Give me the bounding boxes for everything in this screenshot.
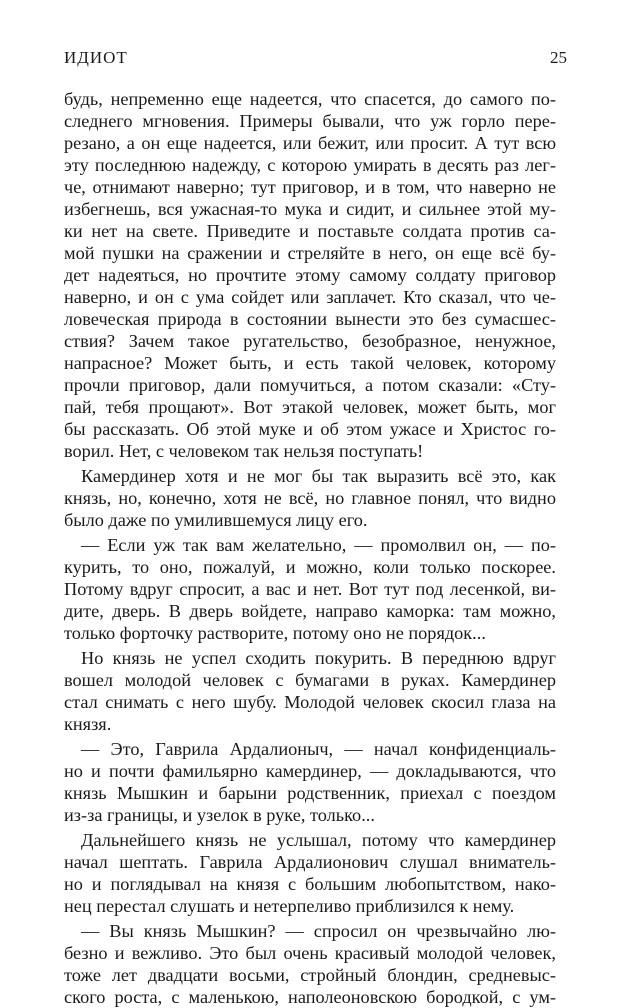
text-line: ворил. Нет, с человеком так нельзя поступать! xyxy=(64,441,424,461)
text-line: ки нет на свете. Приведите и поставьте солдата против са- xyxy=(64,221,556,241)
text-line: тоже лет двадцати восьми, стройный блондин, средневыс- xyxy=(64,965,556,985)
text-line: стал снимать с него шубу. Молодой человек скосил глаза на xyxy=(64,692,556,712)
text-line: дите, дверь. В дверь войдете, направо каморка: там можно, xyxy=(64,601,556,621)
text-line: начал шептать. Гаврила Ардалионович слушал вниматель- xyxy=(64,852,556,872)
text-line: пай, тебя прощают». Вот этакой человек, может быть, мог xyxy=(64,397,556,417)
text-line: вошел молодой человек с бумагами в руках. Камердинер xyxy=(64,670,556,690)
running-header xyxy=(64,48,567,68)
text-line: из-за границы, и узелок в руке, только... xyxy=(64,805,375,825)
text-line: Камердинер хотя и не мог бы так выразить всё это, как xyxy=(81,466,556,486)
text-line: только форточку растворите, потому оно не порядок... xyxy=(64,623,486,643)
text-line: было даже по умилившемуся лицу его. xyxy=(64,510,368,530)
text-line: ловеческая природа в состоянии вынести это без сумасшес- xyxy=(64,309,556,329)
text-line: дет надеяться, но прочтите этому самому солдату приговор xyxy=(64,265,556,285)
text-line: князя. xyxy=(64,714,112,734)
page-number: 25 xyxy=(550,48,567,67)
text-line: безно и вежливо. Это был очень красивый молодой человек, xyxy=(64,943,556,963)
text-line: князь, но, конечно, хотя не всё, но главное понял, что видно xyxy=(64,488,556,508)
running-title: ИДИОТ xyxy=(64,48,128,67)
text-line: че, отнимают наверно; тут приговор, и в том, что наверно не xyxy=(64,177,556,197)
text-line: резано, а он еще надеется, или бежит, или просит. А тут всю xyxy=(64,133,556,153)
text-line: курить, то оно, пожалуй, и можно, коли только поскорее. xyxy=(64,557,556,577)
text-line: Потому вдруг спросит, а вас и нет. Вот тут под лесенкой, ви- xyxy=(64,579,556,599)
text-line: мой пушки на сражении и стреляйте в него, он еще всё бу- xyxy=(64,243,556,263)
text-line: — Это, Гаврила Ардалионыч, — начал конфиденциаль- xyxy=(81,739,556,759)
text-line: избегнешь, вся ужасная-то мука и сидит, и сильнее этой му- xyxy=(64,199,556,219)
body-text xyxy=(64,88,556,1008)
text-line: — Вы князь Мышкин? — спросил он чрезвычайно лю- xyxy=(81,921,556,941)
text-line: напрасное? Может быть, и есть такой человек, которому xyxy=(64,353,556,373)
text-line: — Если уж так вам желательно, — промолвил он, — по- xyxy=(81,535,556,555)
text-line: князь Мышкин и барыни родственник, приехал с поездом xyxy=(64,783,556,803)
text-line: но и поглядывал на князя с большим любопытством, нако- xyxy=(64,874,556,894)
text-line: прочли приговор, дали помучиться, а потом сказали: «Сту- xyxy=(64,375,556,395)
text-line: нец перестал слушать и нетерпеливо приблизился к нему. xyxy=(64,896,515,916)
text-line: эту последнюю надежду, с которою умирать в десять раз лег- xyxy=(64,155,556,175)
text-line: ствия? Зачем такое ругательство, безобразное, ненужное, xyxy=(64,331,556,351)
text-line: наверно, и он с ума сойдет или заплачет. Кто сказал, что че- xyxy=(64,287,556,307)
text-line: Но князь не успел сходить покурить. В переднюю вдруг xyxy=(81,648,556,668)
text-line: бы рассказать. Об этой муке и об этом ужасе и Христос го- xyxy=(64,419,556,439)
text-line: Дальнейшего князь не услышал, потому что камердинер xyxy=(81,830,556,850)
text-line: ского роста, с маленькою, наполеоновскою бородкой, с ум- xyxy=(64,987,556,1007)
text-line: будь, непременно еще надеется, что спасется, до самого по- xyxy=(64,89,556,109)
text-line: но и почти фамильярно камердинер, — докладываются, что xyxy=(64,761,556,781)
text-line: следнего мгновения. Примеры бывали, что уж горло пере- xyxy=(64,111,556,131)
